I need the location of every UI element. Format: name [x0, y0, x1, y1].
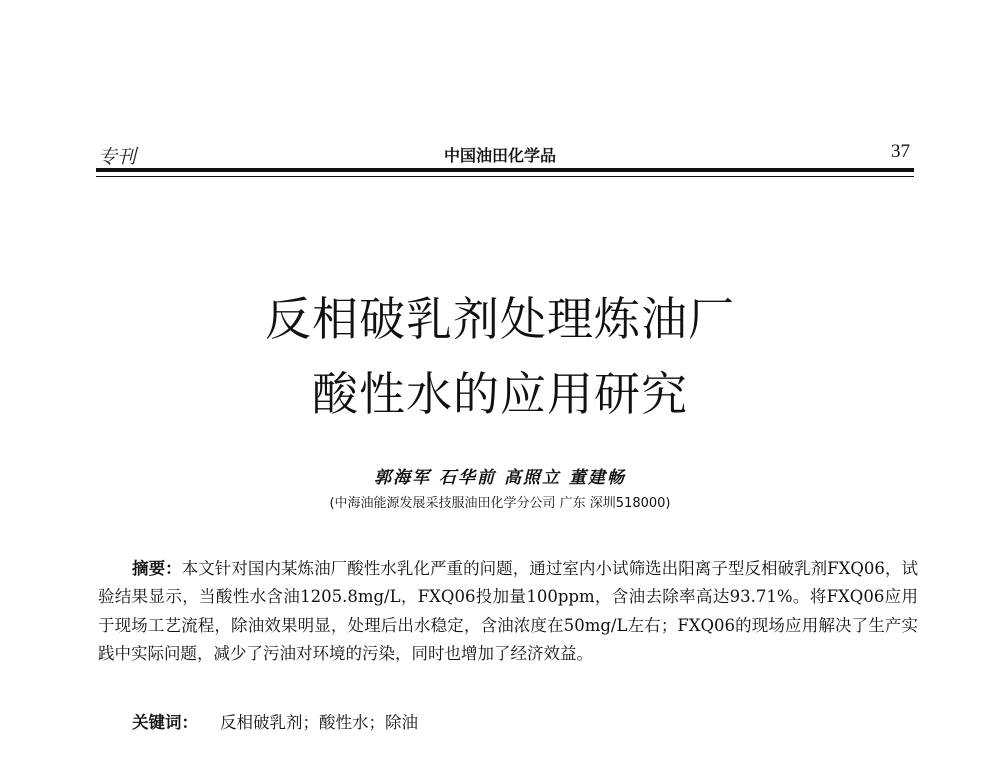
page-number: 37 — [891, 141, 910, 162]
journal-section-label: 专刊 — [98, 146, 137, 168]
keywords-line — [132, 709, 418, 733]
paper-title-line-2: 酸性水的应用研究 — [312, 367, 688, 421]
author-list: 郭海军 石华前 高照立 董建畅 — [374, 468, 626, 488]
keywords-text: 反相破乳剂；酸性水；除油 — [220, 713, 418, 732]
abstract-label: 摘要： — [132, 559, 182, 578]
abstract-text: 本文针对国内某炼油厂酸性水乳化严重的问题，通过室内小试筛选出阳离子型反相破乳剂FXQ06，试验结果显示，当酸性水含油1205.8mg/L，FXQ06投加量100ppm，含油去除率高达93.71%。将FXQ06应用于现场工艺流程，除油效果明显，处理后出水稳定，含油浓度在50mg/L左右；FXQ06的现场应用解决了生产实践中实际问题，减少了污油对环境的污染，同时也增加了经济效益。 — [98, 559, 918, 664]
header-rule-thick — [96, 168, 914, 172]
abstract-paragraph — [98, 555, 918, 669]
journal-name: 中国油田化学品 — [443, 146, 556, 165]
header-rule-thin — [96, 176, 914, 177]
keywords-label: 关键词： — [132, 713, 198, 732]
paper-title-line-1: 反相破乳剂处理炼油厂 — [265, 292, 735, 346]
author-affiliation: (中海油能源发展采技服油田化学分公司 广东 深圳518000) — [329, 496, 671, 511]
